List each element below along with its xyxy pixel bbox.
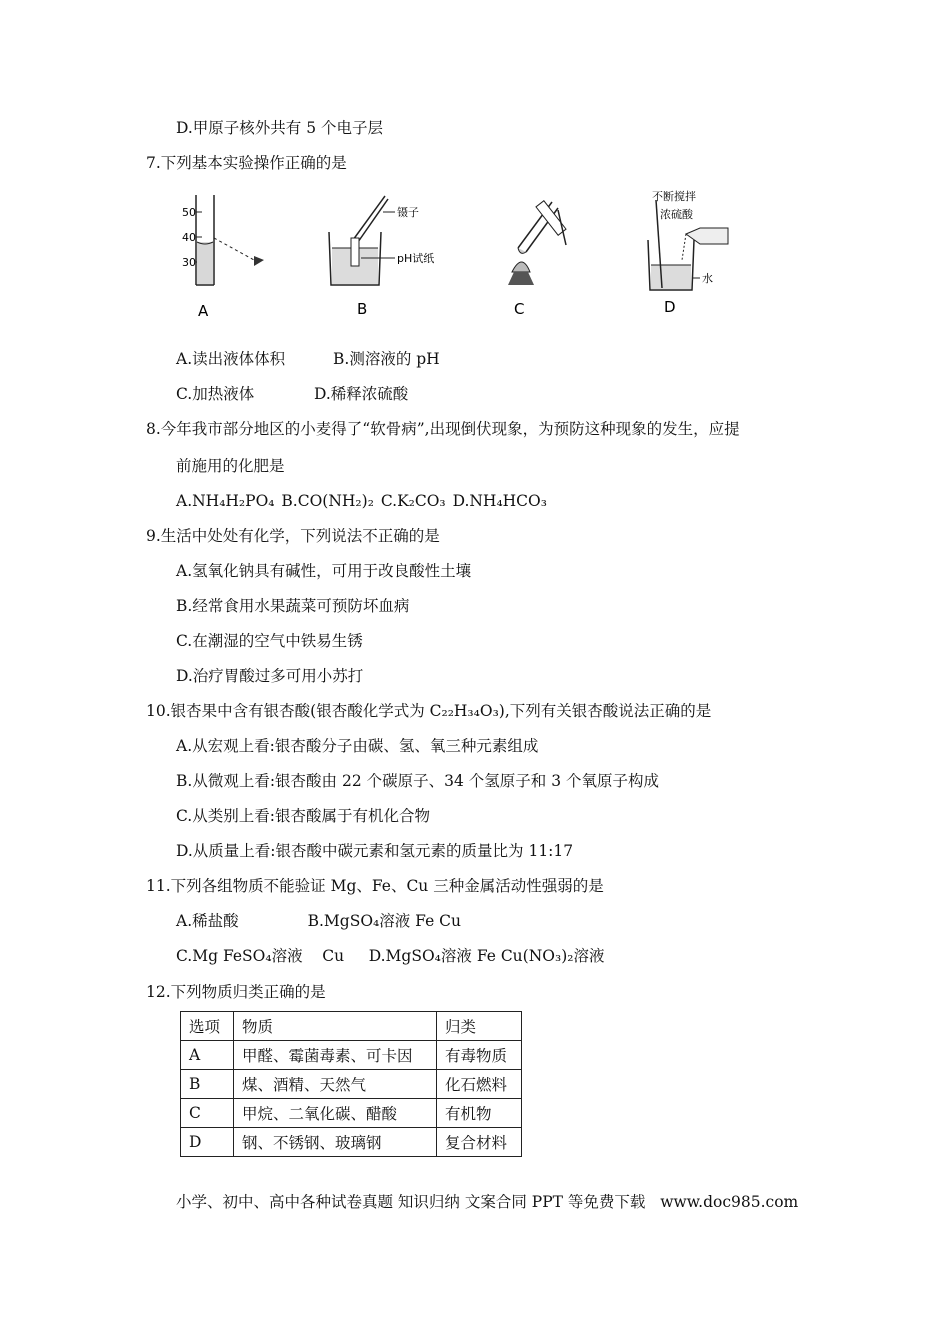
figure-label-c: C [514, 300, 525, 318]
table-row [181, 1070, 522, 1099]
figure-label-d: D [664, 298, 676, 316]
table-cell: 甲醛、霉菌毒素、可卡因 [234, 1041, 437, 1070]
table-header-cell: 选项 [181, 1012, 234, 1041]
table-cell: 有机物 [437, 1099, 522, 1128]
tick-label-40: 40 [182, 231, 196, 244]
table-cell: B [181, 1070, 234, 1099]
q7-option-d: D.稀释浓硫酸 [314, 385, 409, 403]
table-header-cell: 物质 [234, 1012, 437, 1041]
q7-option-b: B.测溶液的 pH [333, 350, 440, 368]
q9-option-c: C.在潮湿的空气中铁易生锈 [176, 632, 363, 650]
table-cell: 有毒物质 [437, 1041, 522, 1070]
q10-option-c: C.从类别上看:银杏酸属于有机化合物 [176, 807, 430, 825]
q12-table [180, 1011, 522, 1157]
q7-stem: 7.下列基本实验操作正确的是 [146, 154, 347, 172]
figure-c-heating [500, 190, 590, 329]
q7-figures [180, 190, 780, 325]
figure-label-a: A [198, 302, 209, 320]
q10-option-d: D.从质量上看:银杏酸中碳元素和氢元素的质量比为 11:17 [176, 842, 574, 860]
q11-options-row1: A.稀盐酸 B.MgSO₄溶液 Fe Cu [176, 912, 462, 930]
figure-label-b: B [357, 300, 368, 318]
table-cell: 复合材料 [437, 1128, 522, 1157]
q10-stem: 10.银杏果中含有银杏酸(银杏酸化学式为 C₂₂H₃₄O₃),下列有关银杏酸说法正确的是 [146, 702, 712, 720]
table-row [181, 1099, 522, 1128]
table-cell: C [181, 1099, 234, 1128]
q11-options-row2: C.Mg FeSO₄溶液 Cu D.MgSO₄溶液 Fe Cu(NO₃)₂溶液 [176, 947, 605, 965]
q9-option-b: B.经常食用水果蔬菜可预防坏血病 [176, 597, 410, 615]
figure-a-cylinder-reading [180, 190, 290, 329]
q12-stem: 12.下列物质归类正确的是 [146, 983, 326, 1001]
table-cell: 钢、不锈钢、玻璃钢 [234, 1128, 437, 1157]
figure-b-ph-test [325, 190, 465, 329]
q8-stem-line2: 前施用的化肥是 [176, 457, 285, 475]
table-cell: 化石燃料 [437, 1070, 522, 1099]
tick-label-30: 30 [182, 256, 196, 269]
table-row [181, 1041, 522, 1070]
label-ph-paper: pH试纸 [397, 252, 435, 265]
q9-option-d: D.治疗胃酸过多可用小苏打 [176, 667, 364, 685]
table-cell: 甲烷、二氧化碳、醋酸 [234, 1099, 437, 1128]
q9-stem: 9.生活中处处有化学，下列说法不正确的是 [146, 527, 440, 545]
tick-label-50: 50 [182, 206, 196, 219]
label-keep-stirring: 不断搅拌 [652, 190, 696, 203]
table-cell: D [181, 1128, 234, 1157]
q9-option-a: A.氢氧化钠具有碱性，可用于改良酸性土壤 [176, 562, 472, 580]
table-cell: A [181, 1041, 234, 1070]
table-header-cell: 归类 [437, 1012, 522, 1041]
label-water: 水 [702, 272, 713, 285]
q10-option-a: A.从宏观上看:银杏酸分子由碳、氢、氧三种元素组成 [176, 737, 539, 755]
q10-option-b: B.从微观上看:银杏酸由 22 个碳原子、34 个氢原子和 3 个氧原子构成 [176, 772, 659, 790]
table-cell: 煤、酒精、天然气 [234, 1070, 437, 1099]
label-tweezers: 镊子 [397, 206, 419, 219]
page-footer: 小学、初中、高中各种试卷真题 知识归纳 文案合同 PPT 等免费下载 www.doc985.com [176, 1193, 799, 1211]
table-header-row [181, 1012, 522, 1041]
q7-option-a: A.读出液体体积 [176, 350, 286, 368]
figure-d-diluting-acid [642, 190, 782, 329]
q7-option-c: C.加热液体 [176, 385, 255, 403]
q6-option-d: D.甲原子核外共有 5 个电子层 [176, 119, 384, 137]
label-conc-sulfuric-acid: 浓硫酸 [660, 208, 693, 221]
q8-stem-line1: 8.今年我市部分地区的小麦得了“软骨病”,出现倒伏现象，为预防这种现象的发生，应提 [146, 420, 740, 438]
q11-stem: 11.下列各组物质不能验证 Mg、Fe、Cu 三种金属活动性强弱的是 [146, 877, 604, 895]
q8-options: A.NH₄H₂PO₄ B.CO(NH₂)₂ C.K₂CO₃ D.NH₄HCO₃ [176, 492, 547, 510]
table-row [181, 1128, 522, 1157]
